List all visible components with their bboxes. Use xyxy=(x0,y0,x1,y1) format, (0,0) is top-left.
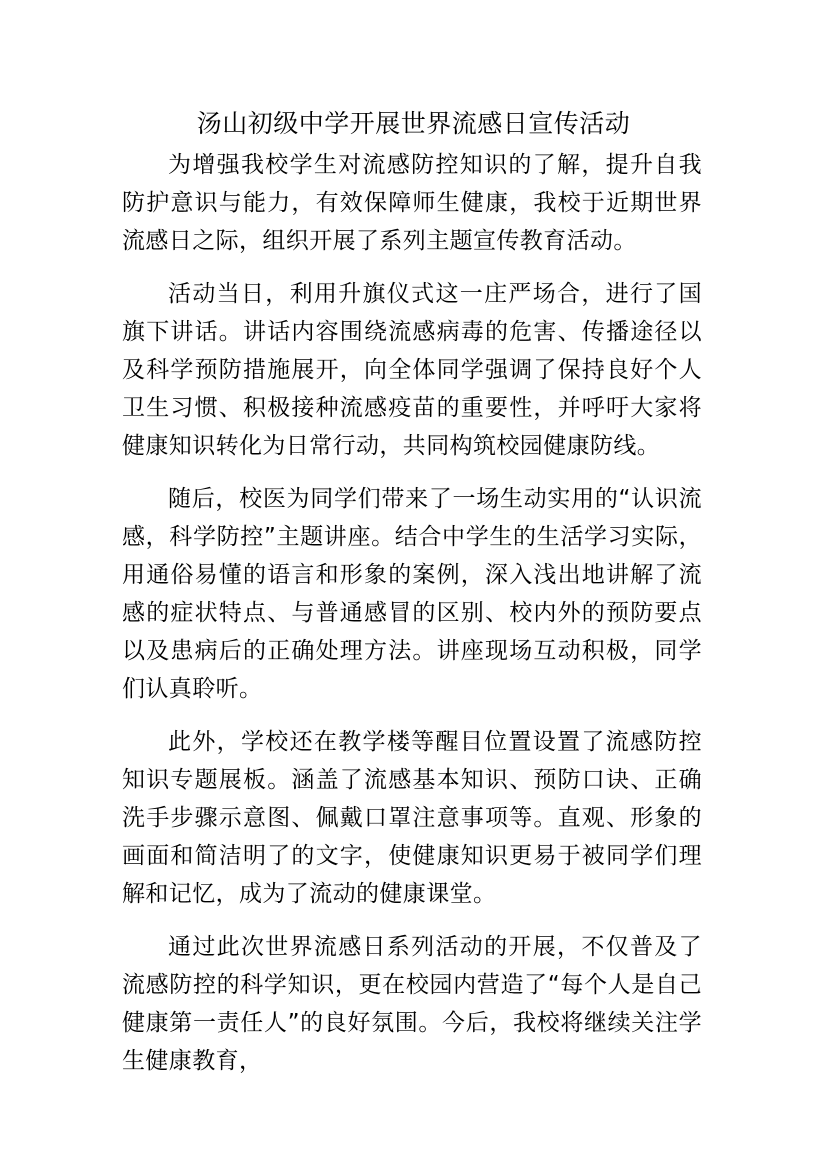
paragraph-conclusion: 通过此次世界流感日系列活动的开展，不仅普及了流感防控的科学知识，更在校园内营造了“每个人是自己健康第一责任人”的良好氛围。今后，我校将继续关注学生健康教育， xyxy=(122,934,702,1074)
document-title: 汤山初级中学开展世界流感日宣传活动 xyxy=(196,109,631,138)
paragraph-intro: 为增强我校学生对流感防控知识的了解，提升自我防护意识与能力，有效保障师生健康，我校于近期世界流感日之际，组织开展了系列主题宣传教育活动。 xyxy=(122,152,702,254)
paragraph-display-boards: 此外，学校还在教学楼等醒目位置设置了流感防控知识专题展板。涵盖了流感基本知识、预防口诀、正确洗手步骤示意图、佩戴口罩注意事项等。直观、形象的画面和简洁明了的文字，使健康知识更易于被同学们理解和记忆，成为了流动的健康课堂。 xyxy=(122,729,702,907)
paragraph-flag-ceremony: 活动当日，利用升旗仪式这一庄严场合，进行了国旗下讲话。讲话内容围绕流感病毒的危害、传播途径以及科学预防措施展开，向全体同学强调了保持良好个人卫生习惯、积极接种流感疫苗的重要性，并呼吁大家将健康知识转化为日常行动，共同构筑校园健康防线。 xyxy=(122,281,702,459)
paragraph-lecture: 随后，校医为同学们带来了一场生动实用的“认识流感，科学防控”主题讲座。结合中学生的生活学习实际，用通俗易懂的语言和形象的案例，深入浅出地讲解了流感的症状特点、与普通感冒的区别、校内外的预防要点以及患病后的正确处理方法。讲座现场互动积极，同学们认真聆听。 xyxy=(122,486,702,702)
document-body xyxy=(122,146,702,1095)
